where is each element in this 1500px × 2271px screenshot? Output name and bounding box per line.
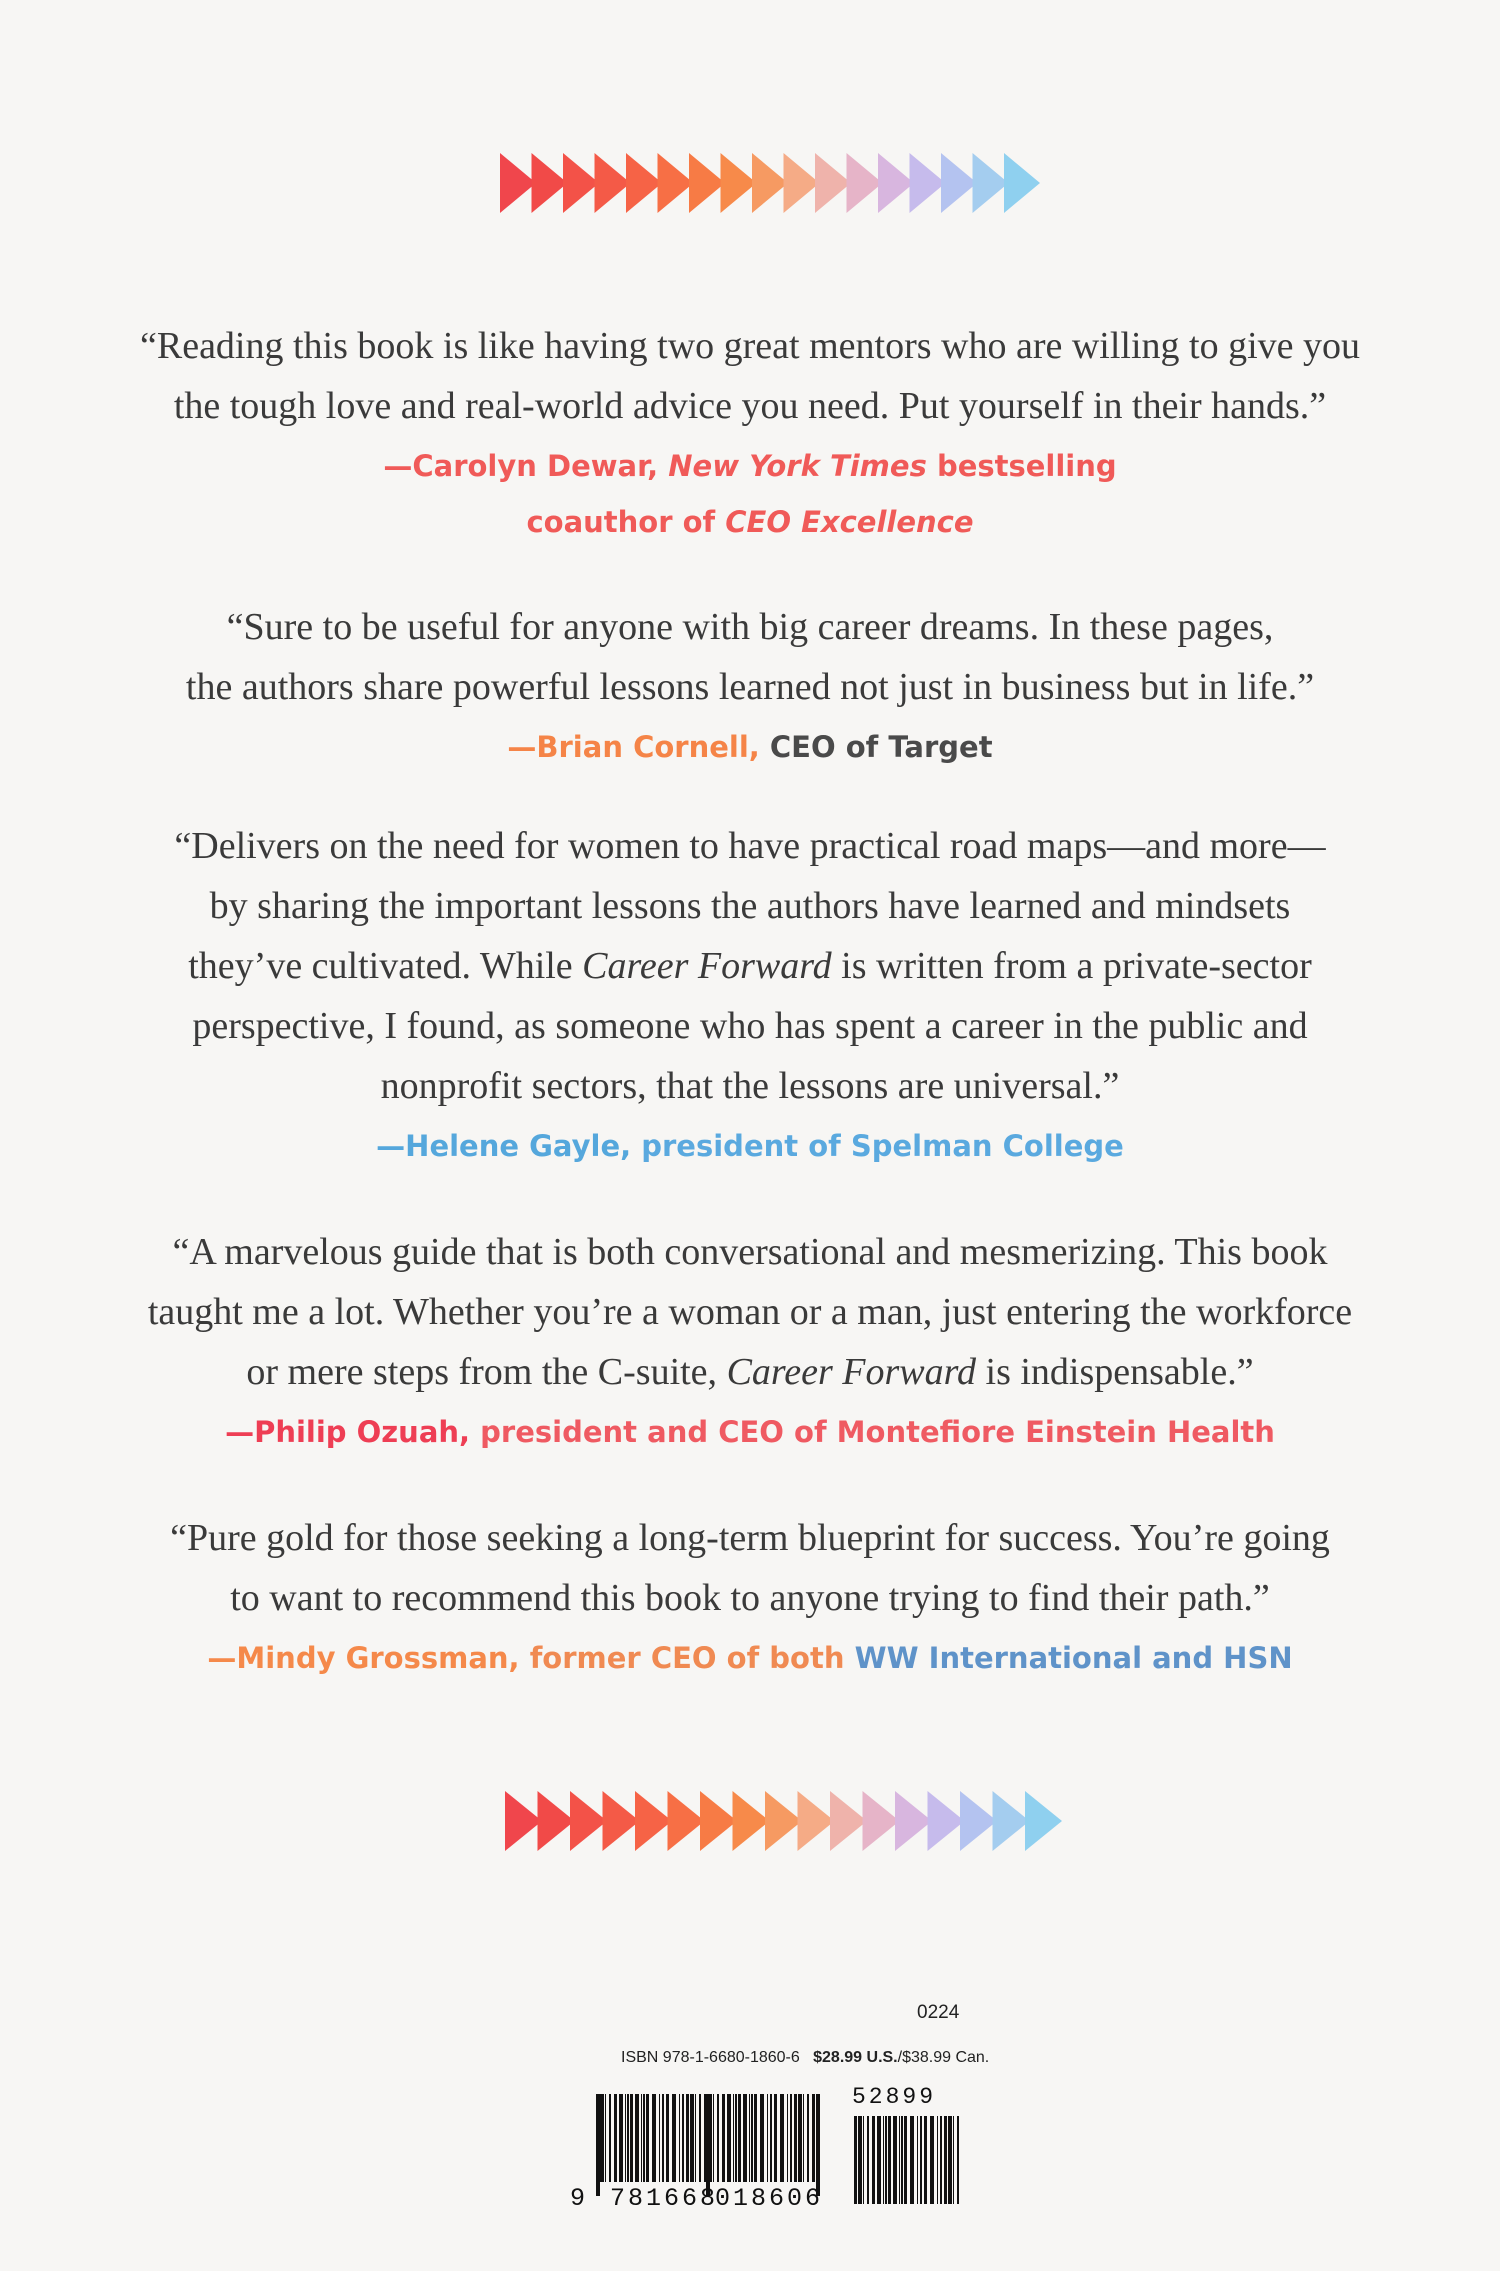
book-title: CEO Excellence [725, 505, 974, 539]
barcode-bar [686, 2094, 689, 2182]
barcode-bar [944, 2116, 947, 2204]
quote-line: perspective, I found, as someone who has spent a career in the public and [192, 1005, 1308, 1047]
quote-line: taught me a lot. Whether you’re a woman or a man, just entering the workforce [147, 1291, 1353, 1333]
barcode-bar [924, 2116, 927, 2204]
barcode-bar [910, 2116, 914, 2204]
arrow-icon [941, 153, 977, 213]
barcode-bar [635, 2094, 639, 2182]
barcode-bar [609, 2094, 611, 2182]
barcode-bar [754, 2094, 757, 2182]
arrow-icon [721, 153, 757, 213]
arrow-icon [765, 1791, 802, 1851]
barcode-bar [600, 2094, 604, 2182]
barcode-bar [625, 2094, 626, 2182]
barcode-bar [863, 2116, 864, 2204]
barcode-bar [888, 2116, 891, 2204]
quote-text [100, 597, 1400, 717]
barcode-bar [630, 2094, 633, 2182]
barcode-bar [735, 2094, 737, 2182]
barcode-bar [659, 2094, 660, 2182]
quote-fragment: they’ve cultivated. While [188, 945, 583, 987]
barcode-guard-bar [816, 2094, 818, 2196]
isbn-price-line [621, 2049, 989, 2067]
barcode-bar [807, 2094, 809, 2182]
barcode-bar [774, 2094, 777, 2182]
quote-fragment: or mere steps from the C-suite, [246, 1351, 727, 1393]
barcode-bar [899, 2116, 900, 2204]
arrow-icon [960, 1791, 997, 1851]
arrow-icon [538, 1791, 575, 1851]
quote-text [100, 1222, 1400, 1402]
barcode-bar [682, 2094, 684, 2182]
arrow-icon [626, 153, 662, 213]
barcode-bar [787, 2094, 788, 2182]
barcode-bar [738, 2094, 741, 2182]
attribution-role: coauthor of [526, 505, 726, 539]
barcode-bar [854, 2116, 857, 2204]
attribution-brian-cornell [100, 719, 1400, 775]
barcode-bar [780, 2094, 784, 2182]
attribution-role: president of Spelman College [641, 1129, 1124, 1163]
arrow-row-bottom [0, 1780, 1500, 1880]
arrow-icon [752, 153, 788, 213]
arrow-icon [830, 1791, 867, 1851]
price-us: $28.99 U.S. [813, 2049, 898, 2066]
attribution-line [100, 1118, 1400, 1174]
attribution-line [100, 719, 1400, 775]
barcode-guard-bar [708, 2094, 710, 2196]
arrow-icon [500, 153, 536, 213]
arrow-icon [570, 1791, 607, 1851]
arrow-icon [784, 153, 820, 213]
barcode-bar [904, 2116, 907, 2204]
quote-text [100, 1508, 1400, 1628]
quote-line: “Delivers on the need for women to have practical road maps—and more— [174, 825, 1326, 867]
barcode-guard-bar [818, 2094, 820, 2196]
quote-line: by sharing the important lessons the authors have learned and mindsets [209, 885, 1291, 927]
isbn-barcode [570, 2084, 970, 2219]
arrow-icon [847, 153, 883, 213]
barcode-bar [666, 2094, 669, 2182]
barcode-bar [717, 2094, 719, 2182]
barcode-bar [893, 2116, 897, 2204]
attribution-line [100, 1630, 1400, 1686]
barcode-bar [948, 2116, 952, 2204]
arrow-icon [603, 1791, 640, 1851]
barcode-bar [953, 2116, 954, 2204]
barcode-bar [749, 2094, 750, 2182]
barcode-bar [619, 2094, 623, 2182]
barcode-digits-left: 781668 [610, 2184, 719, 2213]
barcode-bar [798, 2094, 802, 2182]
barcode-addon-digits: 52899 [852, 2084, 937, 2110]
book-title: Career Forward [726, 1351, 977, 1393]
quote-text [100, 316, 1400, 436]
attribution-name: —Helene Gayle, [376, 1129, 642, 1163]
barcode-bar [713, 2094, 714, 2182]
quote-line: “Reading this book is like having two great mentors who are willing to give you [139, 325, 1360, 367]
arrow-icon [689, 153, 725, 213]
quote-line: the authors share powerful lessons learned not just in business but in life.” [185, 666, 1315, 708]
barcode-bar [652, 2094, 656, 2182]
barcode-bar [917, 2116, 918, 2204]
barcode-guard-bar [706, 2094, 708, 2196]
barcode-bar [883, 2116, 884, 2204]
barcode-bar [767, 2094, 768, 2182]
arrow-icon [993, 1791, 1030, 1851]
arrow-icon [928, 1791, 965, 1851]
price-code: 0224 [917, 2002, 960, 2023]
attribution-name: —Mindy Grossman, [207, 1641, 530, 1675]
barcode-bar [646, 2094, 649, 2182]
attribution-philip-ozuah [100, 1404, 1400, 1460]
attribution-carolyn-dewar [100, 438, 1400, 550]
arrow-icon [878, 153, 914, 213]
arrow-icon [1025, 1791, 1062, 1851]
barcode-bar [672, 2094, 676, 2182]
arrow-icon [505, 1791, 542, 1851]
barcode-bar [690, 2094, 694, 2182]
barcode-first-digit: 9 [570, 2184, 589, 2213]
arrow-icon [815, 153, 851, 213]
barcode-bar [614, 2094, 617, 2182]
attribution-name: —Carolyn Dewar, [383, 449, 669, 483]
barcode-bar [751, 2094, 753, 2182]
quote-fragment: is indispensable.” [976, 1351, 1254, 1393]
quote-line: the tough love and real-world advice you need. Put yourself in their hands.” [173, 385, 1327, 427]
price-can: /$38.99 Can. [897, 2049, 990, 2066]
arrow-row-top [0, 0, 1500, 240]
barcode-bar [679, 2094, 680, 2182]
quote-brian-cornell [100, 597, 1400, 775]
barcode-bar [901, 2116, 903, 2204]
arrow-icon [863, 1791, 900, 1851]
barcode-bar [699, 2094, 701, 2182]
barcode-bar [858, 2116, 862, 2204]
attribution-role: former CEO of both [529, 1641, 855, 1675]
quote-fragment: is written from a private-sector [831, 945, 1312, 987]
quote-line [100, 936, 1400, 996]
quote-line: to want to recommend this book to anyone trying to find their path.” [230, 1577, 1270, 1619]
attribution-helene-gayle [100, 1118, 1400, 1174]
barcode-bar [920, 2116, 922, 2204]
barcode-guard-bar [596, 2094, 598, 2196]
barcode-bar [940, 2116, 942, 2204]
barcode-bar [867, 2116, 869, 2204]
barcode-bar [743, 2094, 747, 2182]
attribution-role: president and CEO of Montefiore Einstein Health [480, 1415, 1275, 1449]
barcode-bar [794, 2094, 797, 2182]
attribution-companies: WW International and HSN [854, 1641, 1293, 1675]
barcode-bar [885, 2116, 887, 2204]
barcode-bar [770, 2094, 772, 2182]
arrow-icon [798, 1791, 835, 1851]
attribution-name: —Brian Cornell, [507, 730, 770, 764]
quote-text [100, 816, 1400, 1116]
barcode-bar [722, 2094, 725, 2182]
arrow-icon [668, 1791, 705, 1851]
quote-line [100, 1342, 1400, 1402]
arrow-icon [595, 153, 631, 213]
arrow-icon [658, 153, 694, 213]
quote-mindy-grossman [100, 1508, 1400, 1686]
barcode-bar [957, 2116, 959, 2204]
arrow-icon [563, 153, 599, 213]
arrow-icon [910, 153, 946, 213]
barcode-bar [605, 2094, 606, 2182]
barcode-bar [790, 2094, 792, 2182]
arrow-icon [1004, 153, 1040, 213]
barcode-bar [877, 2116, 881, 2204]
barcode-bar [727, 2094, 731, 2182]
quote-line: “Sure to be useful for anyone with big career dreams. In these pages, [226, 606, 1274, 648]
attribution-mindy-grossman [100, 1630, 1400, 1686]
barcode-bar [812, 2094, 815, 2182]
arrow-icon [895, 1791, 932, 1851]
attribution-line [100, 494, 1400, 550]
publication-title: New York Times [668, 449, 927, 483]
attribution-line [100, 1404, 1400, 1460]
barcode-bar [760, 2094, 764, 2182]
attribution-role: CEO of Target [769, 730, 993, 764]
arrow-icon [700, 1791, 737, 1851]
attribution-role: bestselling [926, 449, 1117, 483]
barcode-bar [733, 2094, 734, 2182]
book-title: Career Forward [582, 945, 832, 987]
barcode-guard-bar [598, 2094, 600, 2196]
arrow-icon [733, 1791, 770, 1851]
quote-carolyn-dewar [100, 316, 1400, 550]
quote-helene-gayle [100, 816, 1400, 1174]
quote-line: nonprofit sectors, that the lessons are universal.” [380, 1065, 1120, 1107]
barcode-bar [695, 2094, 696, 2182]
barcode-bar [937, 2116, 938, 2204]
isbn: ISBN 978-1-6680-1860-6 [621, 2049, 800, 2066]
barcode-bar [643, 2094, 645, 2182]
barcode-bar [641, 2094, 642, 2182]
attribution-name: —Philip Ozuah, [225, 1415, 481, 1449]
barcode-bar [627, 2094, 629, 2182]
attribution-line [100, 438, 1400, 494]
barcode-bar [930, 2116, 934, 2204]
arrow-icon [973, 153, 1009, 213]
arrow-icon [532, 153, 568, 213]
barcode-bar [662, 2094, 664, 2182]
barcode-digits-right: 018606 [715, 2184, 824, 2213]
barcode-bar [803, 2094, 804, 2182]
barcode-bar [872, 2116, 875, 2204]
quote-line: “A marvelous guide that is both conversational and mesmerizing. This book [172, 1231, 1328, 1273]
quote-philip-ozuah [100, 1222, 1400, 1460]
arrow-icon [635, 1791, 672, 1851]
quote-line: “Pure gold for those seeking a long-term blueprint for success. You’re going [170, 1517, 1330, 1559]
